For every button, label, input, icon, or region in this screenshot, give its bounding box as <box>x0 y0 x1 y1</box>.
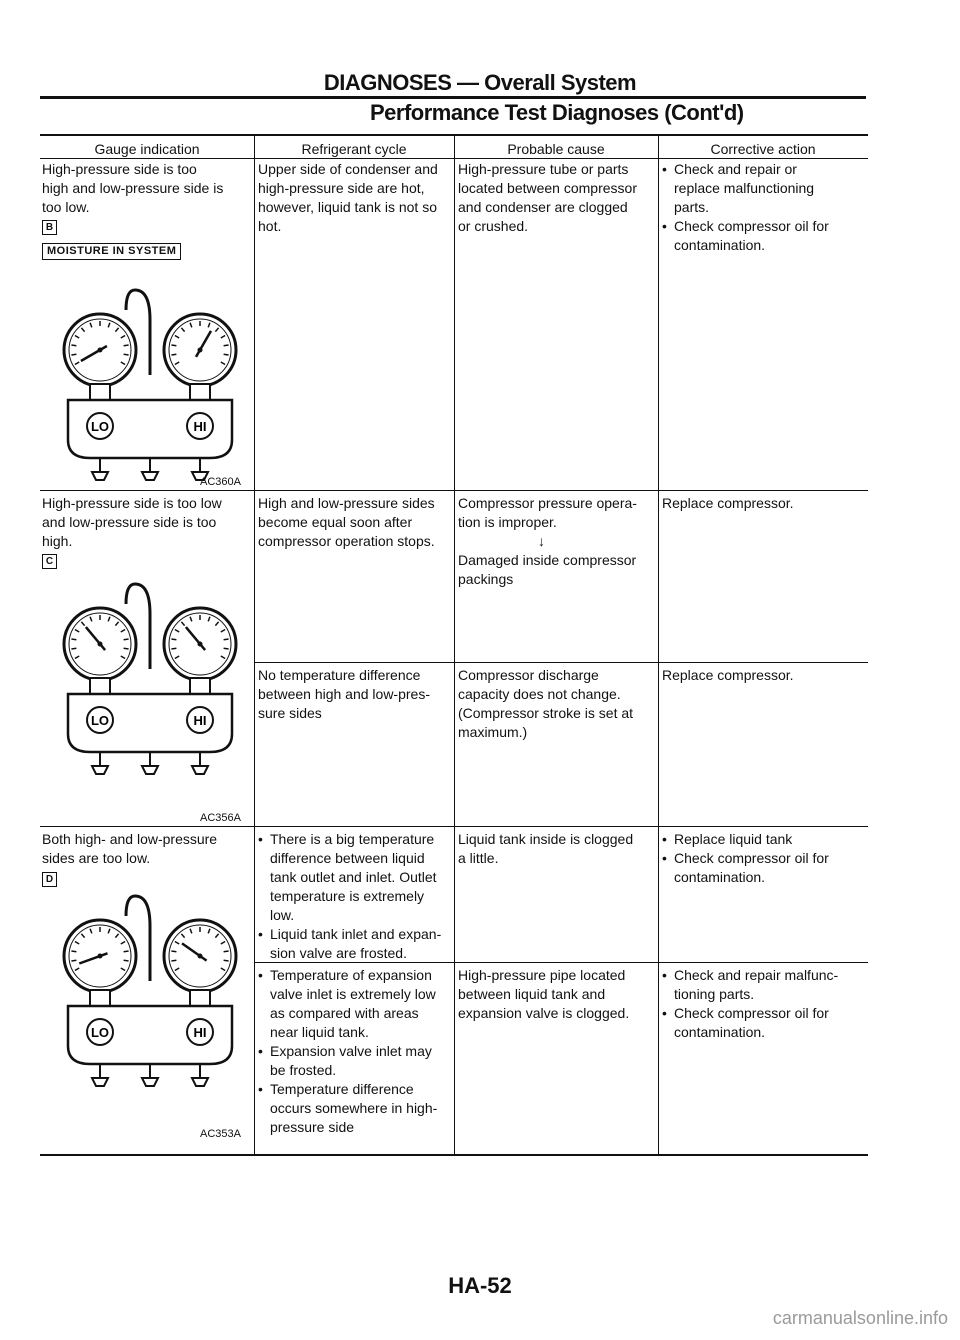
gauge-marker: D <box>42 872 57 887</box>
text-line: however, liquid tank is not so <box>258 199 437 215</box>
text-line: Liquid tank inside is clogged <box>458 831 634 847</box>
svg-text:HI: HI <box>193 713 207 728</box>
row2-sub1-action <box>662 494 794 513</box>
watermark: carmanualsonline.info <box>772 1308 948 1328</box>
text-line: Compressor pressure opera- <box>458 495 637 511</box>
row-divider <box>40 826 868 827</box>
bullet-continuation: replace malfunctioning <box>674 180 815 196</box>
row3-sub2-cause <box>458 966 629 1023</box>
bullet-continuation: occurs somewhere in high- <box>270 1100 438 1116</box>
row2-gauge-text <box>42 494 222 551</box>
text-line: capacity does not change. <box>458 686 621 702</box>
text-line: Both high- and low-pressure <box>42 831 218 847</box>
gauge-set-icon <box>60 280 240 490</box>
text-line: maximum.) <box>458 724 528 740</box>
text-line: between high and low-pres- <box>258 686 430 702</box>
text-line: Damaged inside compressor <box>458 552 637 568</box>
text-line: high and low-pressure side is <box>42 180 224 196</box>
text-line: compressor operation stops. <box>258 533 435 549</box>
bullet-continuation: be frosted. <box>270 1062 337 1078</box>
page-subtitle: Performance Test Diagnoses (Cont'd) <box>370 100 744 125</box>
column-header-action: Corrective action <box>710 141 816 157</box>
text-line: Compressor discharge <box>458 667 599 683</box>
text-line: High-pressure pipe located <box>458 967 626 983</box>
bullet-item: • Check and repair malfunc- <box>662 966 838 985</box>
text-line: tion is improper. <box>458 514 557 530</box>
bullet-continuation: near liquid tank. <box>270 1024 369 1040</box>
page-number: HA-52 <box>448 1273 512 1298</box>
row3-sub1-action <box>662 830 829 887</box>
svg-text:LO: LO <box>90 419 110 434</box>
diagnosis-table <box>40 134 868 1156</box>
bullet-continuation: tioning parts. <box>674 986 755 1002</box>
text-line: sure sides <box>258 705 322 721</box>
bullet-continuation: valve inlet is extremely low <box>270 986 436 1002</box>
row3-sub1-cause <box>458 830 633 868</box>
text-line: High-pressure tube or parts <box>458 161 629 177</box>
column-divider <box>658 136 659 1154</box>
text-line: expansion valve is clogged. <box>458 1005 630 1021</box>
arrow-down-icon: ↓ <box>538 533 545 549</box>
gauge-manifold-figure <box>60 886 240 1096</box>
moisture-badge: MOISTURE IN SYSTEM <box>42 243 181 260</box>
row2-sub2-cycle <box>258 666 430 723</box>
bullet-continuation: difference between liquid <box>270 850 425 866</box>
gauge-manifold-figure <box>60 574 240 784</box>
bullet-continuation: low. <box>270 907 295 923</box>
bullet-continuation: sion valve are frosted. <box>270 945 407 961</box>
column-divider <box>254 136 255 1154</box>
text-line: Replace compressor. <box>662 667 794 683</box>
row1-cycle-text <box>258 160 438 236</box>
bullet-continuation: temperature is extremely <box>270 888 425 904</box>
header-rule <box>40 96 866 99</box>
bullet-item: • Check compressor oil for <box>662 849 829 868</box>
text-line: too low. <box>42 199 90 215</box>
row1-gauge-text <box>42 160 223 217</box>
text-line: and low-pressure side is too <box>42 514 217 530</box>
row3-sub1-cycle <box>258 830 441 963</box>
column-header-gauge: Gauge indication <box>94 141 200 157</box>
row1-cause-text <box>458 160 637 236</box>
row-divider <box>40 490 868 491</box>
gauge-set-icon <box>60 886 240 1096</box>
column-header-cause: Probable cause <box>507 141 605 157</box>
text-line: High-pressure side is too low <box>42 495 222 511</box>
row3-sub2-action <box>662 966 838 1042</box>
bullet-item: • Temperature of expansion <box>258 966 437 985</box>
bullet-continuation: pressure side <box>270 1119 355 1135</box>
row2-sub1-cause <box>458 494 637 589</box>
bullet-item: • Expansion valve inlet may <box>258 1042 437 1061</box>
text-line: located between compressor <box>458 180 637 196</box>
row3-sub2-cycle <box>258 966 437 1137</box>
bullet-continuation: parts. <box>674 199 710 215</box>
table-bottom-rule <box>40 1154 868 1156</box>
bullet-continuation: tank outlet and inlet. Outlet <box>270 869 437 885</box>
bullet-continuation: contamination. <box>674 869 766 885</box>
text-line: High and low-pressure sides <box>258 495 435 511</box>
figure-code: AC356A <box>200 812 241 824</box>
bullet-continuation: as compared with areas <box>270 1005 419 1021</box>
column-header-cycle: Refrigerant cycle <box>301 141 407 157</box>
figure-code: AC353A <box>200 1128 241 1140</box>
text-line: or crushed. <box>458 218 529 234</box>
bullet-item: • Replace liquid tank <box>662 830 829 849</box>
text-line: high-pressure side are hot, <box>258 180 425 196</box>
text-line: high. <box>42 533 73 549</box>
text-line: sides are too low. <box>42 850 151 866</box>
text-line: packings <box>458 571 514 587</box>
svg-text:HI: HI <box>193 419 207 434</box>
text-line: Replace compressor. <box>662 495 794 511</box>
bullet-item: • Check and repair or <box>662 160 829 179</box>
row1-action-text <box>662 160 829 255</box>
bullet-continuation: contamination. <box>674 237 766 253</box>
text-line: become equal soon after <box>258 514 413 530</box>
row2-sub2-action <box>662 666 794 685</box>
gauge-set-icon <box>60 574 240 784</box>
gauge-manifold-figure <box>60 280 240 490</box>
row3-gauge-text <box>42 830 217 868</box>
text-line: Upper side of condenser and <box>258 161 438 177</box>
svg-text:HI: HI <box>193 1025 207 1040</box>
bullet-item: • There is a big temperature <box>258 830 441 849</box>
gauge-marker: B <box>42 220 57 235</box>
bullet-item: • Check compressor oil for <box>662 217 829 236</box>
text-line: No temperature difference <box>258 667 421 683</box>
sub-row-divider <box>254 662 868 663</box>
bullet-item: • Check compressor oil for <box>662 1004 838 1023</box>
svg-text:LO: LO <box>90 1025 110 1040</box>
bullet-continuation: contamination. <box>674 1024 766 1040</box>
text-line: (Compressor stroke is set at <box>458 705 634 721</box>
bullet-item: • Liquid tank inlet and expan- <box>258 925 441 944</box>
row2-sub1-cycle <box>258 494 435 551</box>
text-line: between liquid tank and <box>458 986 606 1002</box>
row2-sub2-cause <box>458 666 633 742</box>
text-line: High-pressure side is too <box>42 161 197 177</box>
text-line: hot. <box>258 218 282 234</box>
text-line: and condenser are clogged <box>458 199 628 215</box>
figure-code: AC360A <box>200 476 241 488</box>
bullet-item: • Temperature difference <box>258 1080 437 1099</box>
column-divider <box>454 136 455 1154</box>
text-line: a little. <box>458 850 499 866</box>
gauge-marker: C <box>42 554 57 569</box>
svg-text:LO: LO <box>90 713 110 728</box>
section-title: DIAGNOSES — Overall System <box>323 70 637 95</box>
